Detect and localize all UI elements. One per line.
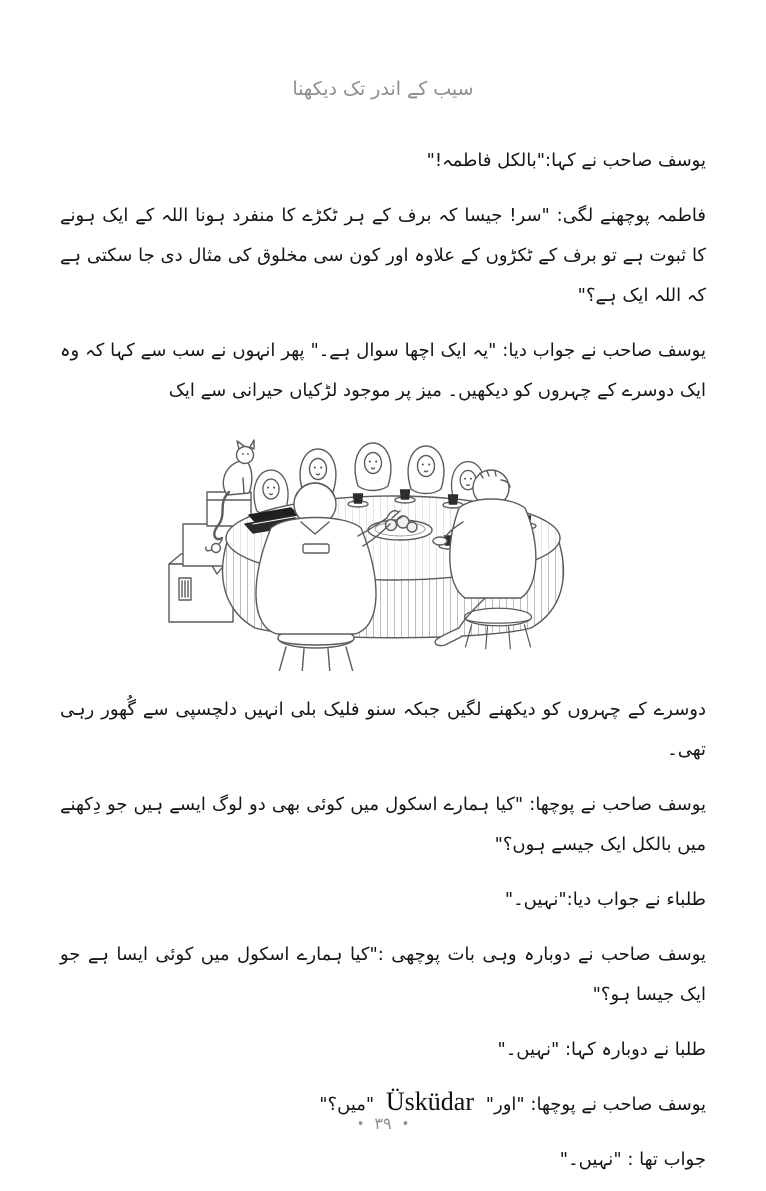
paragraph: یوسف صاحب نے پوچھا: "کیا ہمارے اسکول میں کوئی بھی دو لوگ ایسے ہیں جو دِکھنے میں بالکل ایک جیسے ہوں؟" xyxy=(60,794,706,855)
paragraph: جواب تھا : "نہیں۔" xyxy=(559,1149,706,1170)
body-text xyxy=(0,100,766,1180)
table-scene-illustration xyxy=(153,426,613,675)
paragraph: طلباء نے جواب دیا:"نہیں۔" xyxy=(504,889,706,910)
table-scene-drawing xyxy=(153,426,613,671)
page-number xyxy=(0,1114,766,1133)
page-number-bullet-left: • xyxy=(401,1117,410,1132)
paragraph: یوسف صاحب نے دوبارہ وہی بات پوچھی :"کیا ہمارے اسکول میں کوئی ایسا ہے جو ایک جیسا ہو؟" xyxy=(60,944,706,1005)
page-number-value: ۳۹ xyxy=(374,1114,392,1133)
paragraph: فاطمہ پوچھنے لگی: "سر! جیسا کہ برف کے ہر ٹکڑے کا منفرد ہونا اللہ کے ایک ہونے کا ثبوت ہے تو برف کے ٹکڑوں کے علاوہ اور کون سی مخلوق کی مثال دی جا سکتی ہے کہ اللہ ایک ہے؟" xyxy=(60,205,706,306)
paragraph: یوسف صاحب نے جواب دیا: "یہ ایک اچھا سوال ہے۔" پھر انہوں نے سب سے کہا کہ وہ ایک دوسرے کے چہروں کو دیکھیں۔ میز پر موجود لڑکیاں حیرانی سے ایک xyxy=(60,340,706,401)
page-title: سیب کے اندر تک دیکھنا xyxy=(292,78,474,100)
paragraph: طلبا نے دوبارہ کہا: "نہیں۔" xyxy=(497,1039,706,1060)
paragraph: یوسف صاحب نے کہا:"بالکل فاطمہ!" xyxy=(426,150,706,171)
page-number-bullet-right: • xyxy=(356,1117,365,1132)
urdu-prefix: یوسف صاحب نے پوچھا: "اور" xyxy=(485,1094,706,1115)
latin-word-uskudar: Üsküdar xyxy=(385,1087,474,1116)
urdu-suffix: "میں؟" xyxy=(319,1094,375,1115)
paragraph: دوسرے کے چہروں کو دیکھنے لگیں جبکہ سنو فلیک بلی انہیں دلچسپی سے گُھور رہی تھی۔ xyxy=(60,699,706,760)
